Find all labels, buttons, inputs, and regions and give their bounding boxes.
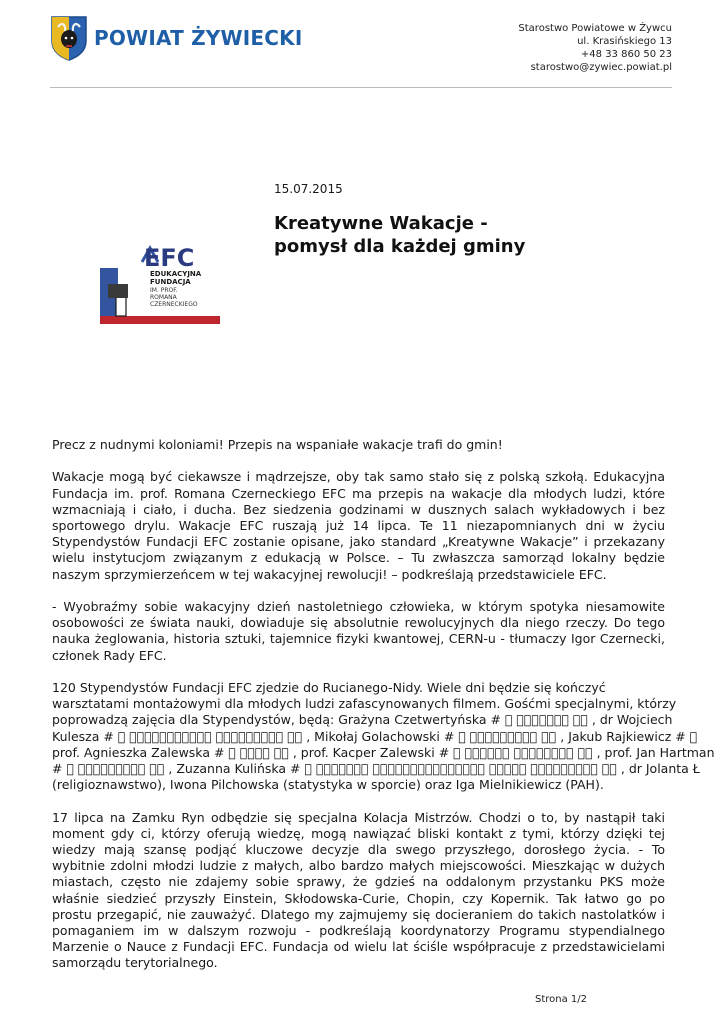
article-title bbox=[274, 212, 525, 258]
powiat-logo bbox=[50, 15, 302, 61]
contact-email[interactable]: starostwo@zywiec.powiat.pl bbox=[530, 62, 672, 73]
p4-line-6: # ￿ ￿￿￿￿￿￿￿￿￿ ￿￿ , Zuzanna Kulińska # ￿ ￿￿￿￿￿￿￿ ￿￿￿￿￿￿￿￿￿￿￿￿￿￿￿ ￿￿￿￿￿ ￿￿￿￿￿￿￿￿￿ ￿￿ , dr Jolanta Ł bbox=[52, 761, 700, 777]
contact-phone: +48 33 860 50 23 bbox=[580, 49, 672, 60]
page-number: Strona 1/2 bbox=[534, 994, 587, 1005]
efc-foundation-logo bbox=[98, 240, 230, 330]
efc-line-4: ROMANA bbox=[150, 294, 177, 301]
efc-line-2: FUNDACJA bbox=[150, 278, 191, 286]
paragraph-3: - Wyobraźmy sobie wakacyjny dzień nastoletniego człowieka, w którym spotyka niesamowite osobowości ze świata nauki, dowiaduje się absolutnie rewolucyjnych dla niego rzeczy. Do tego nauka żeglowania, historia sztuki, tajemnice fizyki kwantowej, CERN-u - tłumaczy Igor Czernecki, członek Rady EFC. bbox=[52, 599, 665, 663]
efc-line-5: CZERNECKIEGO bbox=[150, 301, 198, 308]
efc-line-1: EDUKACYJNA bbox=[150, 270, 202, 278]
p4-line-5: prof. Agnieszka Zalewska # ￿ ￿￿￿￿ ￿￿ , prof. Kacper Zalewski # ￿ ￿￿￿￿￿￿ ￿￿￿￿￿￿￿￿ ￿￿ , prof. Jan Hartman bbox=[52, 744, 715, 760]
coat-of-arms-icon bbox=[50, 15, 88, 61]
p4-line-1: 120 Stypendystów Fundacji EFC zjedzie do Rucianego-Nidy. Wiele dni będzie się kończyć bbox=[52, 680, 606, 695]
paragraph-4 bbox=[52, 680, 715, 793]
title-line-1: Kreatywne Wakacje - bbox=[274, 213, 488, 234]
efc-line-3: IM. PROF. bbox=[150, 287, 178, 294]
contact-address: ul. Krasińskiego 13 bbox=[577, 36, 672, 47]
efc-big-text: EFC bbox=[144, 244, 195, 272]
p4-line-7: (religioznawstwo), Iwona Pilchowska (statystyka w sporcie) oraz Iga Mielnikiewicz (PAH). bbox=[52, 777, 604, 793]
paragraph-2: Wakacje mogą być ciekawsze i mądrzejsze, oby tak samo stało się z polską szkołą. Edukacyjna Fundacja im. prof. Romana Czerneckiego EFC ma przepis na wakacje dla młodych ludzi, które wzmacniają i ciało, i ducha. Bez siedzenia godzinami w dusznych salach wykładowych i bez sportowego drylu. Wakacje EFC ruszają już 14 lipca. Te 11 niezapomnianych dni w życiu Stypendystów Fundacji EFC zostanie opisane, jako standard „Kreatywne Wakacje” i przekazany wielu instytucjom związanym z edukacją w Polsce. – Tu zwłaszcza samorząd lokalny będzie naszym sprzymierzeńcem w tej wakacyjnej rewolucji! – podkreślają przedstawiciele EFC. bbox=[52, 469, 665, 582]
title-line-2: pomysł dla każdej gminy bbox=[274, 236, 526, 257]
article-body bbox=[52, 437, 715, 988]
paragraph-lead: Precz z nudnymi koloniami! Przepis na wspaniałe wakacje trafi do gmin! bbox=[52, 437, 503, 452]
contact-office: Starostwo Powiatowe w Żywcu bbox=[518, 23, 672, 34]
article-date: 15.07.2015 bbox=[274, 182, 343, 196]
brand-name: POWIAT ŻYWIECKI bbox=[94, 26, 303, 50]
p4-line-4: Kulesza # ￿ ￿￿￿￿￿￿￿￿￿￿￿ ￿￿￿￿￿￿￿￿￿ ￿￿ , Mikołaj Golachowski # ￿ ￿￿￿￿￿￿￿￿￿ ￿￿ , Jakub Rajkiewicz # ￿ bbox=[52, 728, 698, 744]
header-divider bbox=[50, 87, 672, 88]
p4-line-3: poprowadzą zajęcia dla Stypendystów, będą: Grażyna Czetwertyńska # ￿ ￿￿￿￿￿￿￿ ￿￿ , dr Wojciech bbox=[52, 712, 673, 728]
p4-line-2: warsztatami montażowymi dla młodych ludzi zafascynowanych filmem. Gośćmi specjalnymi, którzy bbox=[52, 696, 677, 712]
paragraph-5: 17 lipca na Zamku Ryn odbędzie się specjalna Kolacja Mistrzów. Chodzi o to, by nastąpił taki moment gdy ci, którzy oferują wiedzę, mogą nawiązać bliski kontakt z tymi, którzy dzięki tej wiedzy mają szansę podjąć kluczowe decyzje dla swego przyszłego, dorosłego życia. - To wybitnie zdolni młodzi ludzie z małych, albo bardzo małych miejscowości. Mieszkając w dużych miastach, często nie zdajemy sobie sprawy, że gdzieś na oddalonym przystanku PKS może właśnie siedzieć przyszły Einstein, Skłodowska-Curie, Chopin, czy Kopernik. Tak łatwo go po prostu przegapić, nie zauważyć. Dlatego my zajmujemy się docieraniem do takich nastolatków i pomaganiem im w dalszym rozwoju - podkreślają koordynatorzy Programu stypendialnego Marzenie o Nauce z Fundacji EFC. Fundacja od wielu lat ściśle współpracuje z przedstawicielami samorządu terytorialnego. bbox=[52, 809, 665, 971]
contact-block bbox=[518, 22, 672, 74]
